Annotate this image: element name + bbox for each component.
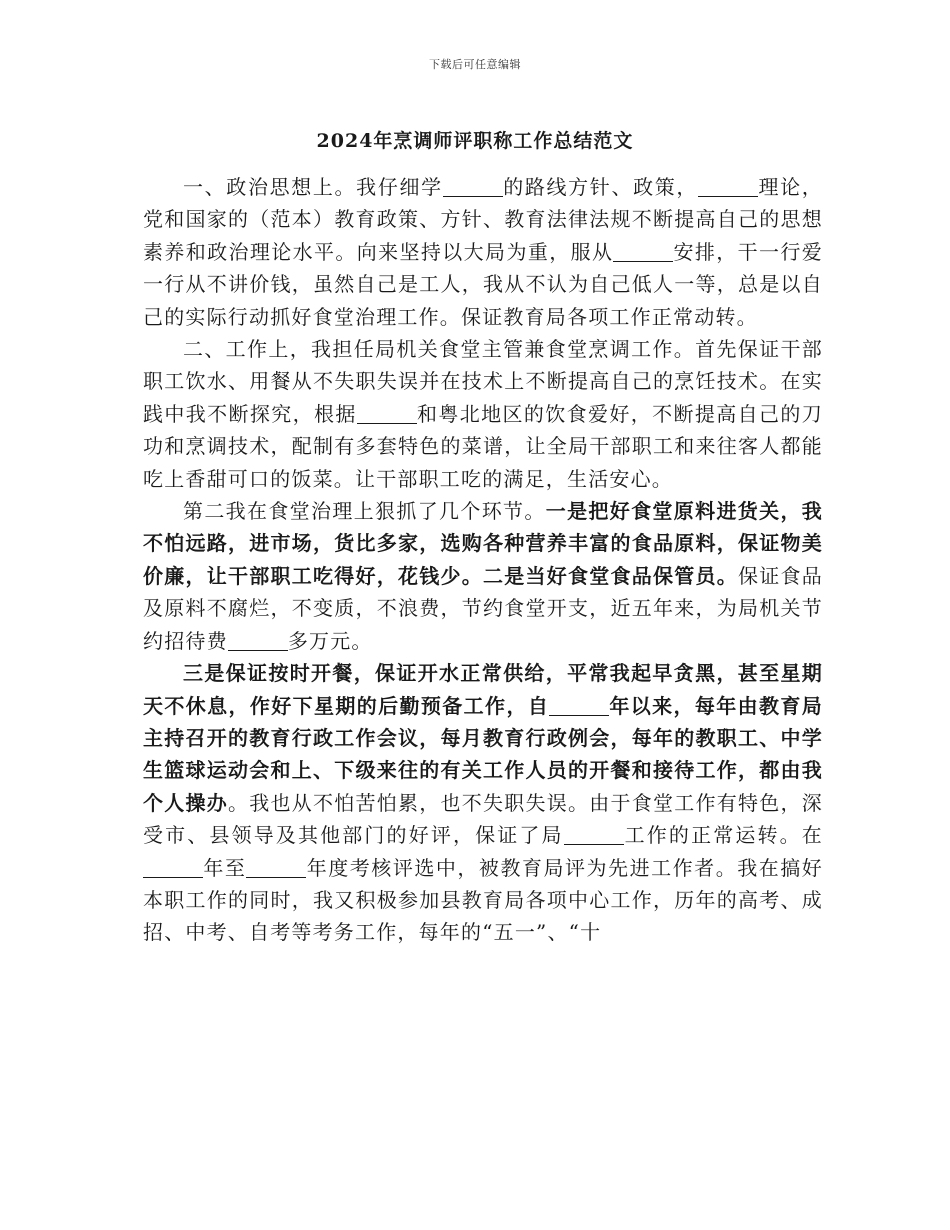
paragraph-text: 安排，干一行爱一行从不讲价钱，虽然自己是工人，我从不认为自己低人一等，总是以自己的实际行动抓好食堂治理工作。保证教育局各项工作正常动转。 <box>143 239 823 329</box>
fill-blank <box>246 857 306 878</box>
document-title: 2024年烹调师评职称工作总结范文 <box>316 130 634 152</box>
fill-blank <box>564 824 624 845</box>
fill-blank <box>143 857 203 878</box>
paragraph-bold-text: 一是把好食堂原料进货关，我不怕远路，进市场，货比多家，选购各种营养丰富的食品原料，保证物美价廉，让干部职工吃得好，花钱少。二是当好食堂食品保管员。 <box>143 499 823 588</box>
paragraph-meal-service <box>143 657 823 949</box>
paragraph-text: 一、政治思想上。我仔细学 <box>183 175 443 199</box>
paragraph-text: 的路线方针、政策， <box>502 175 699 199</box>
document-body <box>143 171 823 949</box>
paragraph-political-thought <box>143 171 823 333</box>
paragraph-text: 二、工作上，我担任局机关食堂主管兼食堂烹调工作。首先保证干部职工饮水、用餐从不失职失误并在技术上不断提高自己的烹饪技术。在实践中我不断探究，根据 <box>143 337 823 426</box>
paragraph-bold-text: 三是保证按时开餐，保证开水正常供给，平常我起早贪黑，甚至星期天不休息，作好下星期的后勤预备工作，自 <box>143 661 823 718</box>
paragraph-bold-text: 年以来，每年由教育局主持召开的教育行政工作会议，每月教育行政例会，每年的教职工、中学生篮球运动会和上、下级来往的有关工作人员的开餐和接待工作，都由我个人操办 <box>143 693 823 815</box>
fill-blank <box>549 695 609 716</box>
fill-blank <box>698 176 758 197</box>
paragraph-text: 和粤北地区的饮食爱好，不断提高自己的刀功和烹调技术，配制有多套特色的菜谱，让全局干部职工和来往客人都能吃上香甜可口的饭菜。让干部职工吃的满足，生活安心。 <box>143 401 823 491</box>
paragraph-text: 工作的正常运转。在 <box>623 823 823 848</box>
paragraph-canteen-management <box>143 495 823 657</box>
paragraph-text: 保证食品及原料不腐烂，不变质，不浪费，节约食堂开支，近五年来，为局机关节约招待费 <box>143 563 823 653</box>
paragraph-text: 年度考核评选中，被教育局评为先进工作者。我在搞好本职工作的同时，我又积极参加县教育局各项中心工作，历年的高考、成招、中考、自考等考务工作，每年的“五一”、“十 <box>143 855 823 945</box>
paragraph-work <box>143 333 823 495</box>
fill-blank <box>357 403 417 424</box>
paragraph-text: 多万元。 <box>287 628 373 653</box>
fill-blank <box>228 630 288 651</box>
paragraph-text: 。我也从不怕苦怕累，也不失职失误。由于食堂工作有特色，深受市、县领导及其他部门的好评，保证了局 <box>143 790 823 848</box>
fill-blank <box>613 241 673 262</box>
paragraph-text: 第二我在食堂治理上狠抓了几个环节。 <box>183 499 546 524</box>
paragraph-text: 年至 <box>203 855 247 880</box>
paragraph-text: 理论，党和国家的（范本）教育政策、方针、教育法律法规不断提高自己的思想素养和政治理论水平。向来坚持以大局为重，服从 <box>143 175 823 264</box>
fill-blank <box>443 176 503 197</box>
page-header-note: 下载后可任意编辑 <box>429 58 521 71</box>
